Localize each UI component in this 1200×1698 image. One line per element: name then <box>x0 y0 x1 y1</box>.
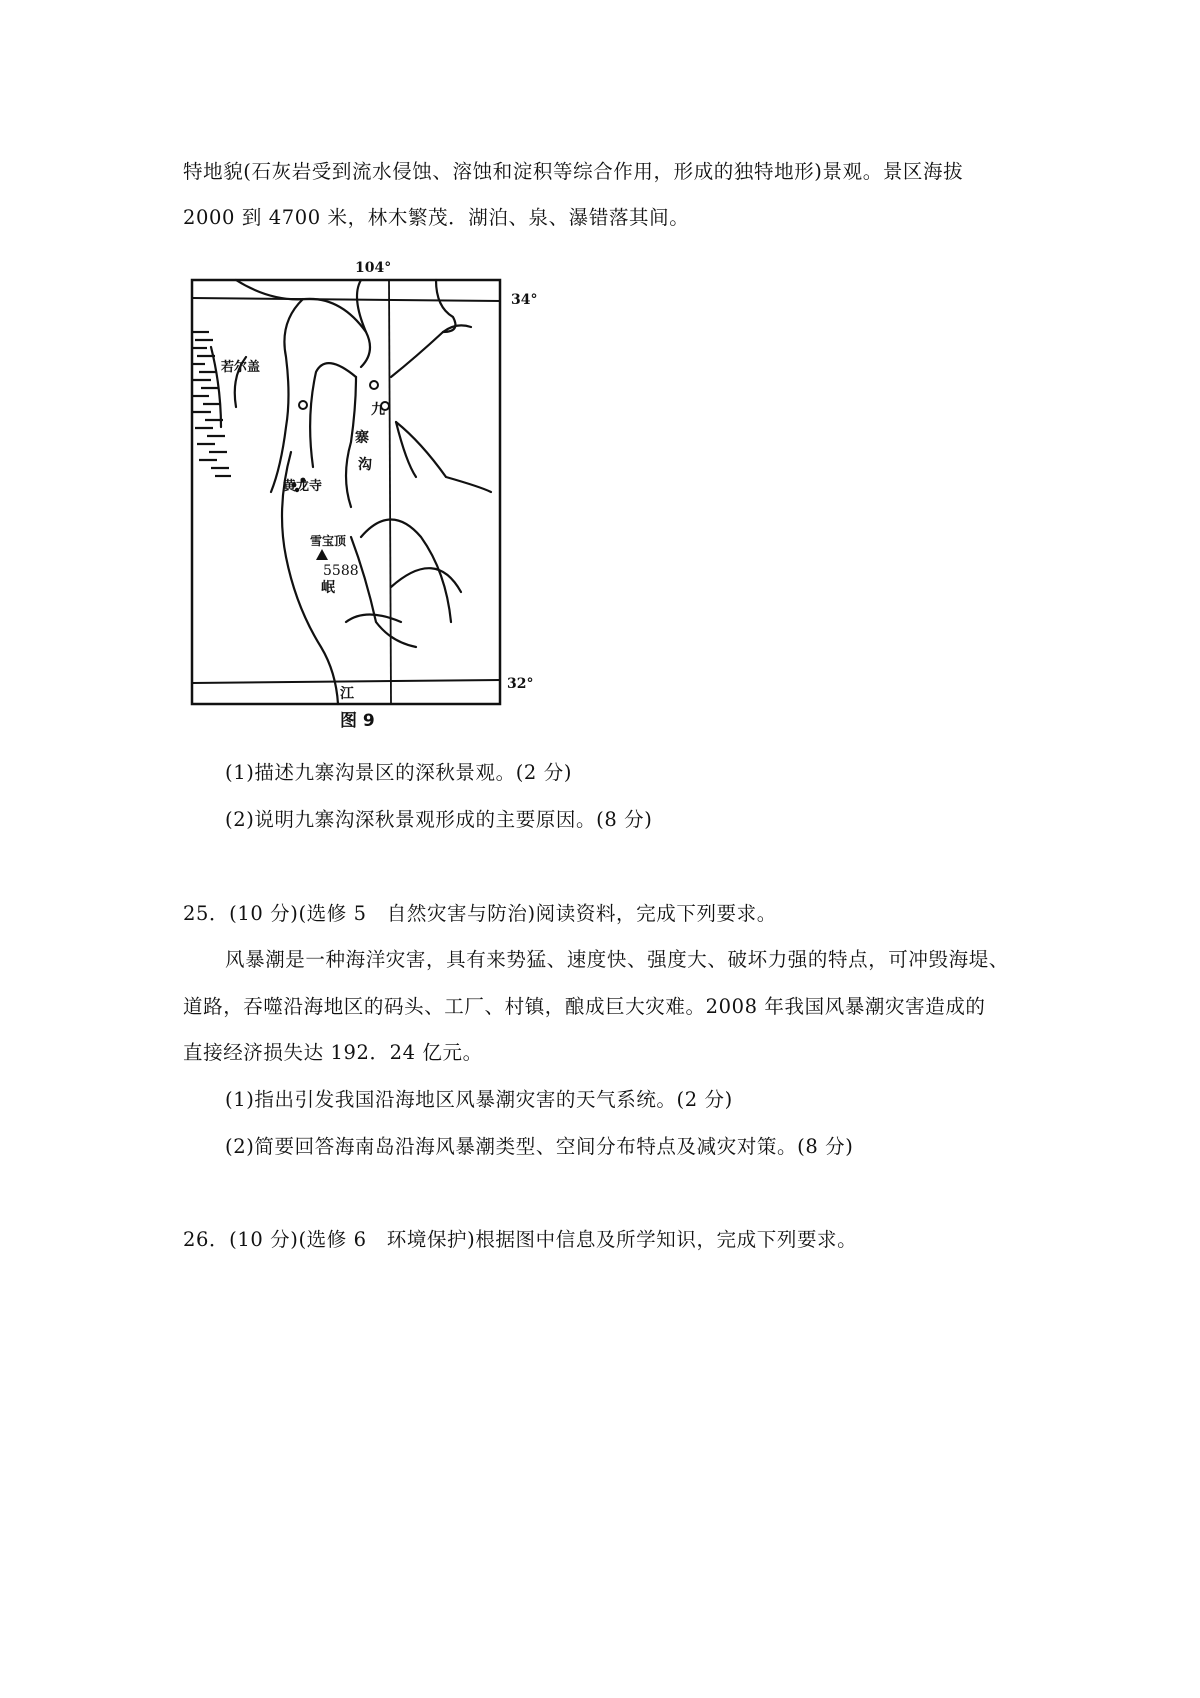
place-jiang: 江 <box>340 686 354 702</box>
intro-line-2: 2000 到 4700 米，林木繁茂．湖泊、泉、瀑错落其间。 <box>183 206 690 229</box>
latitude-32-label: 32° <box>507 676 534 692</box>
q24-sub1: (1)描述九寨沟景区的深秋景观。(2 分) <box>225 761 573 784</box>
place-huanglongsi: 黄龙寺 <box>283 479 323 494</box>
rivers <box>211 280 491 704</box>
longitude-104-line <box>389 280 391 704</box>
place-xuebaoding: 雪宝顶 <box>310 534 347 548</box>
latitude-34-label: 34° <box>511 292 538 308</box>
latitude-32-line <box>192 680 501 683</box>
map-frame <box>192 280 500 704</box>
place-min: 岷 <box>321 580 335 596</box>
q25-para-line-3: 直接经济损失达 192．24 亿元。 <box>183 1041 483 1064</box>
q25-sub2: (2)简要回答海南岛沿海风暴潮类型、空间分布特点及减灾对策。(8 分) <box>225 1135 854 1158</box>
q25-para-line-1: 风暴潮是一种海洋灾害，具有来势猛、速度快、强度大、破坏力强的特点，可冲毁海堤、 <box>225 948 1009 971</box>
q25-title: 25．(10 分)(选修 5 自然灾害与防治)阅读资料，完成下列要求。 <box>183 902 777 925</box>
latitude-34-line <box>192 298 501 301</box>
map-figure-9 <box>191 260 538 704</box>
place-jiu: 九 <box>371 402 385 418</box>
place-gou: 沟 <box>358 457 372 473</box>
map-drawing <box>191 277 521 704</box>
place-ruoergai: 若尔盖 <box>221 360 261 375</box>
peak-elevation: 5588 <box>323 563 359 579</box>
place-zhai: 寨 <box>355 430 369 446</box>
longitude-104-label: 104° <box>355 260 392 276</box>
peak-triangle-icon <box>316 549 328 560</box>
q24-sub2: (2)说明九寨沟深秋景观形成的主要原因。(8 分) <box>225 808 653 831</box>
q25-para-line-2: 道路，吞噬沿海地区的码头、工厂、村镇，酿成巨大灾难。2008 年我国风暴潮灾害造成的 <box>183 995 986 1018</box>
intro-line-1: 特地貌(石灰岩受到流水侵蚀、溶蚀和淀积等综合作用，形成的独特地形)景观。景区海拔 <box>183 160 964 183</box>
q25-sub1: (1)指出引发我国沿海地区风暴潮灾害的天气系统。(2 分) <box>225 1088 733 1111</box>
q26-title: 26．(10 分)(选修 6 环境保护)根据图中信息及所学知识，完成下列要求。 <box>183 1228 858 1251</box>
figure-caption: 图 9 <box>340 711 375 731</box>
